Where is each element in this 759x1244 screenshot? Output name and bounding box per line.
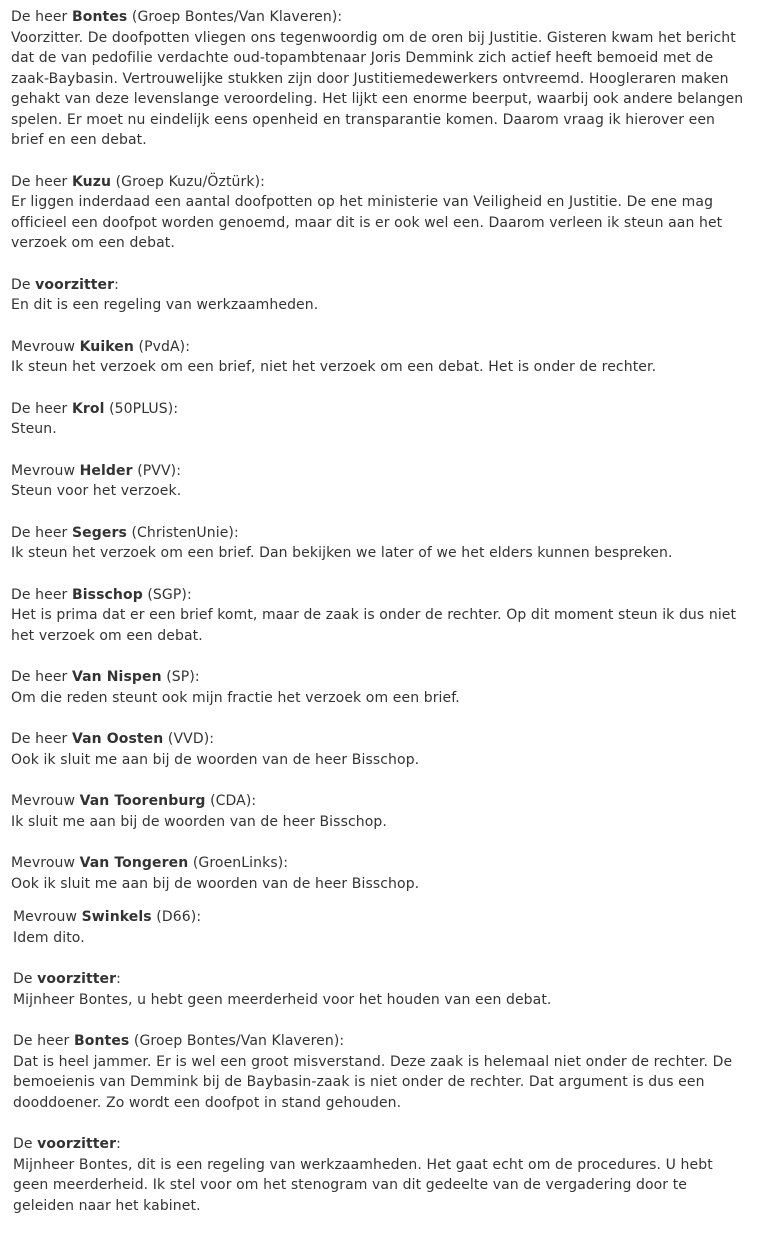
speech-entry [11, 337, 748, 378]
speaker-party: (Groep Bontes/Van Klaveren): [133, 1033, 345, 1049]
speaker-line [13, 1134, 748, 1155]
speaker-line [13, 907, 748, 928]
speech-text: Ik steun het verzoek om een brief. Dan bekijken we later of we het elders kunnen bespreken. [11, 545, 673, 561]
speaker-name: voorzitter [35, 276, 115, 293]
speaker-line [11, 853, 748, 874]
speaker-name: Van Nispen [71, 669, 162, 685]
speech-entry [11, 729, 748, 770]
speech-text: Ik sluit me aan bij de woorden van de heer Bisschop. [11, 813, 387, 830]
speaker-line [11, 667, 748, 688]
speech-text: Ik steun het verzoek om een brief, niet het verzoek om een debat. Het is onder de rechter. [11, 359, 657, 375]
speaker-party: (VVD): [167, 731, 215, 747]
speaker-party: (GroenLinks): [192, 855, 289, 871]
speaker-party: (ChristenUnie): [131, 524, 239, 541]
speech-text: Er liggen inderdaad een aantal doofpotten op het ministerie van Veiligheid en Justitie. De ene mag officieel een doofpot worden genoemd, maar dit is er ook wel een. Daarom verleen ik steun aan het verzoek om een debat. [11, 194, 723, 251]
speaker-party: (D66): [156, 909, 202, 925]
speaker-title: De heer [13, 1033, 70, 1049]
speech-entry [11, 172, 748, 254]
speaker-name: Van Oosten [71, 731, 164, 747]
speaker-name: voorzitter [37, 1136, 117, 1152]
speaker-line [11, 461, 748, 482]
speaker-party: (SP): [166, 669, 200, 685]
speech-entry [11, 1031, 748, 1113]
speaker-line [11, 7, 748, 28]
speaker-line [13, 969, 748, 990]
speaker-title: De heer [11, 524, 68, 541]
speaker-title: De heer [11, 731, 68, 747]
speaker-party: (PVV): [137, 462, 182, 479]
speaker-line [11, 791, 748, 812]
speaker-title: Mevrouw [11, 462, 76, 479]
speaker-party: (CDA): [210, 793, 257, 809]
speech-text: Voorzitter. De doofpotten vliegen ons tegenwoordig om de oren bij Justitie. Gisteren kwam het bericht dat de van pedofilie verdachte oud-topambtenaar Joris Demmink zich actief heeft bemoeid met de zaak-Baybasin. Vertrouwelijke stukken zijn door Justitiemedewerkers ontvreemd. Hoogleraren maken gehakt van deze levenslange veroordeling. Het lijkt een enorme beerput, waarbij ook andere belangen spelen. Er moet nu eindelijk eens openheid en transparantie komen. Daarom vraag ik hierover een brief en een debat. [11, 29, 744, 148]
speaker-line [11, 523, 748, 544]
speaker-party: (PvdA): [138, 338, 191, 355]
speaker-line [11, 585, 748, 606]
speaker-line [11, 172, 748, 193]
speaker-name: Kuiken [79, 338, 134, 355]
speech-text: Steun voor het verzoek. [11, 483, 182, 499]
speaker-name: Bisschop [71, 586, 143, 603]
speech-entry [11, 275, 748, 316]
speech-text: Om die reden steunt ook mijn fractie het verzoek om een brief. [11, 689, 460, 706]
speaker-title: Mevrouw [11, 855, 76, 871]
speaker-party: : [116, 1136, 121, 1152]
speaker-name: Krol [71, 400, 105, 417]
speaker-party: (Groep Bontes/Van Klaveren): [131, 9, 343, 25]
speaker-title: De heer [11, 586, 68, 603]
speech-entry [11, 667, 748, 708]
speech-text: Idem dito. [13, 929, 85, 946]
speech-entry [11, 461, 748, 502]
speaker-title: De heer [11, 669, 68, 685]
speaker-name: Bontes [71, 9, 128, 25]
speaker-name: Van Toorenburg [79, 793, 206, 809]
speaker-line [13, 1031, 748, 1052]
speaker-title: De heer [11, 9, 68, 25]
speaker-name: Bontes [73, 1033, 130, 1049]
speech-entry [11, 399, 748, 440]
speech-entry [11, 907, 748, 948]
speaker-title: Mevrouw [13, 909, 78, 925]
speech-entry [11, 1134, 748, 1216]
speech-text: Het is prima dat er een brief komt, maar de zaak is onder de rechter. Op dit moment steun ik dus niet het verzoek om een debat. [11, 607, 737, 644]
speaker-title: De [13, 1136, 33, 1152]
speech-entry [11, 523, 748, 564]
speech-text: Steun. [11, 421, 57, 437]
speaker-title: De [13, 971, 33, 987]
speaker-line [11, 275, 748, 296]
speaker-title: Mevrouw [11, 793, 76, 809]
speech-entry [11, 969, 748, 1010]
speaker-title: De heer [11, 400, 68, 417]
speech-text: Dat is heel jammer. Er is wel een groot misverstand. Deze zaak is helemaal niet onder de rechter. De bemoeienis van Demmink bij de Baybasin-zaak is niet onder de rechter. Dat argument is dus een dooddoener. Zo wordt een doofpot in stand gehouden. [13, 1053, 733, 1111]
speaker-title: De heer [11, 173, 68, 190]
speaker-party: : [116, 971, 121, 987]
speech-entry [11, 7, 748, 151]
speaker-party: (SGP): [147, 586, 192, 603]
speech-text: Ook ik sluit me aan bij de woorden van de heer Bisschop. [11, 875, 420, 892]
speaker-name: Kuzu [71, 173, 112, 190]
speaker-name: Helder [79, 462, 133, 479]
speech-text: Mijnheer Bontes, dit is een regeling van werkzaamheden. Het gaat echt om de procedures. U hebt geen meerderheid. Ik stel voor om het stenogram van dit gedeelte van de vergadering door te geleiden naar het kabinet. [13, 1156, 713, 1214]
speech-text: En dit is een regeling van werkzaamheden. [11, 297, 319, 313]
speaker-name: Swinkels [81, 909, 152, 925]
speech-text: Ook ik sluit me aan bij de woorden van de heer Bisschop. [11, 751, 420, 768]
speaker-party: (Groep Kuzu/Öztürk): [115, 173, 265, 190]
speaker-line [11, 399, 748, 420]
speaker-line [11, 337, 748, 358]
speaker-name: voorzitter [37, 971, 117, 987]
speaker-title: De [11, 276, 31, 293]
speaker-party: : [114, 276, 119, 293]
speech-entry [11, 585, 748, 647]
speaker-name: Segers [71, 524, 127, 541]
speech-text: Mijnheer Bontes, u hebt geen meerderheid voor het houden van een debat. [13, 991, 552, 1008]
speaker-party: (50PLUS): [109, 400, 179, 417]
speaker-title: Mevrouw [11, 338, 76, 355]
speaker-name: Van Tongeren [79, 855, 189, 871]
speech-entry [11, 853, 748, 894]
speaker-line [11, 729, 748, 750]
speech-entry [11, 791, 748, 832]
